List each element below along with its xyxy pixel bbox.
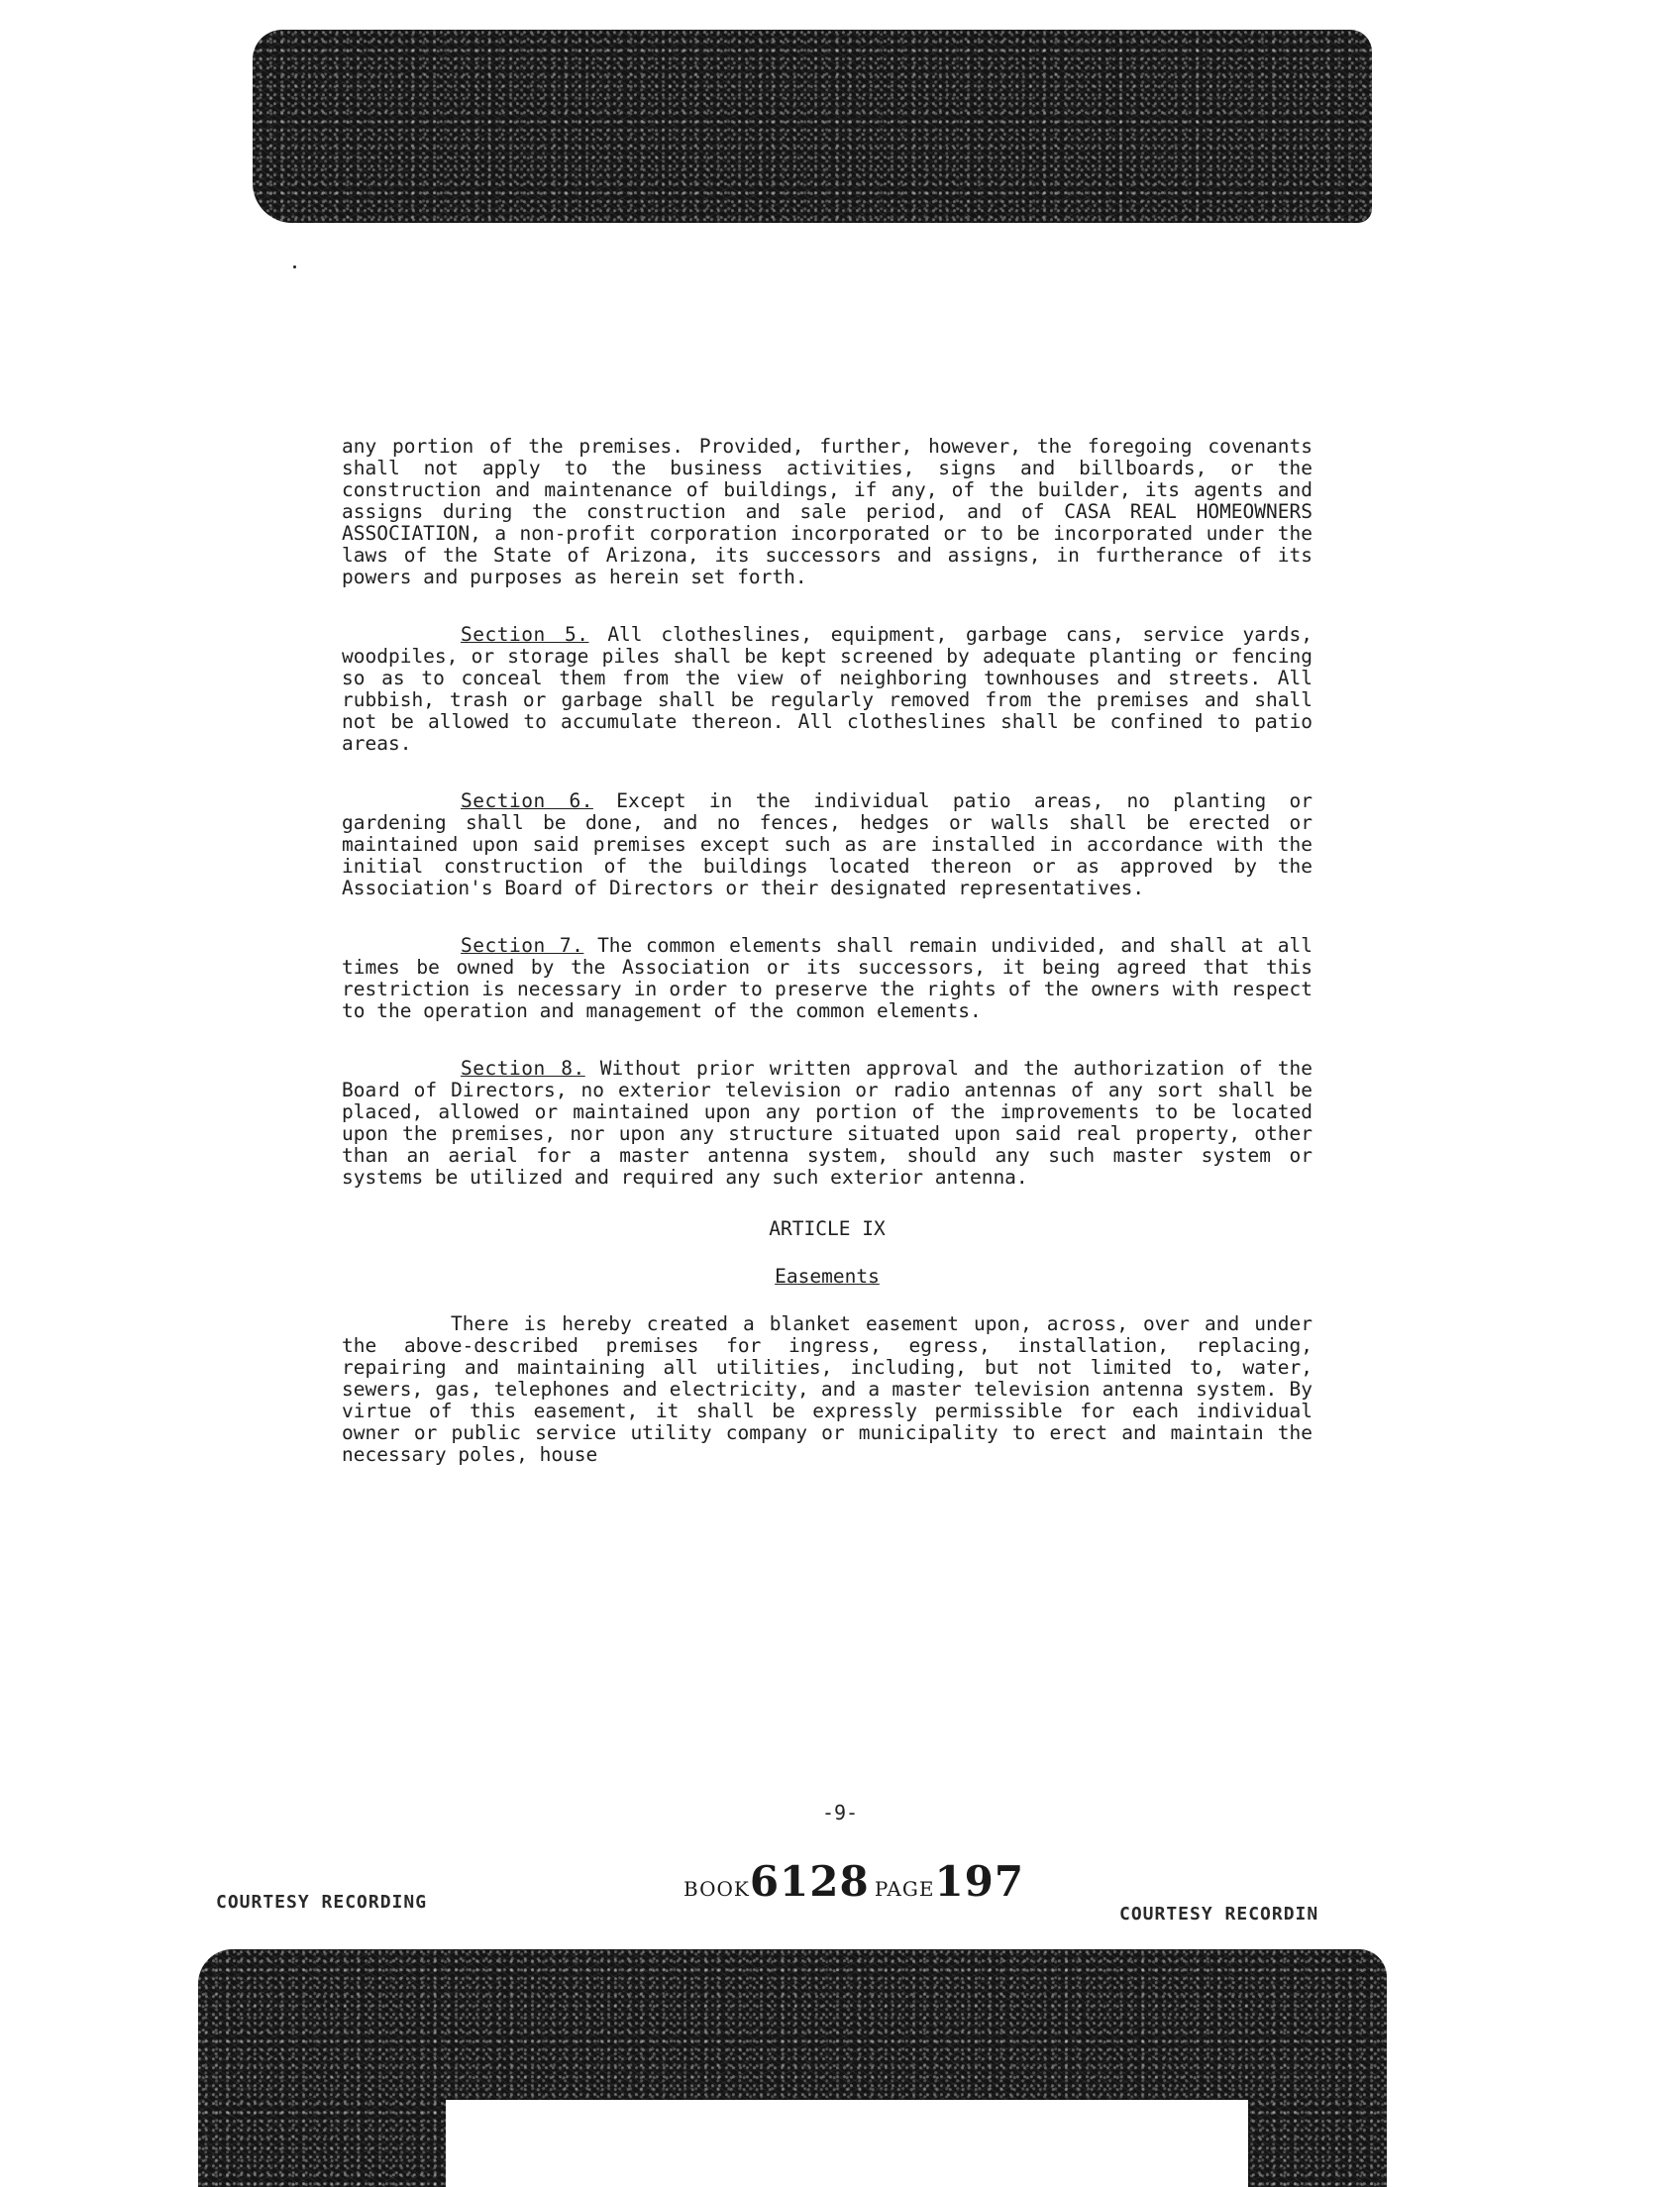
- section-8-text: Without prior written approval and the authorization of the Board of Directors, no exterior television or radio antennas of any sort shall be placed, allowed or maintained upon any portion of the improvements to be located upon the premises, nor upon any structure situated upon said real property, other than an aerial for a master antenna system, should any such master system or systems be utilized and required any such exterior antenna.: [342, 1057, 1312, 1189]
- section-7: [342, 935, 1312, 1022]
- article-heading: ARTICLE IX: [769, 1217, 886, 1240]
- book-number: 6128: [749, 1857, 870, 1906]
- paragraph-continuation: any portion of the premises. Provided, further, however, the foregoing covenants shall not apply to the business activities, signs and billboards, or the construction and maintenance of buildings, if any, of the builder, its agents and assigns during the construction and sale period, and of CASA REAL HOMEOWNERS ASSOCIATION, a non-profit corporation incorporated or to be incorporated under the laws of the State of Arizona, its successors and assigns, in furtherance of its powers and purposes as herein set forth.: [342, 435, 1312, 588]
- scan-bottom-light-area: [446, 2100, 1248, 2187]
- article-title: [342, 1266, 1312, 1288]
- section-7-text: The common elements shall remain undivided, and shall at all times be owned by the Association or its successors, it being agreed that this restriction is necessary in order to preserve the rights of the owners with respect to the operation and management of the common elements.: [342, 934, 1313, 1022]
- section-6: [342, 790, 1312, 899]
- section-8-heading: Section 8.: [461, 1057, 585, 1080]
- courtesy-recording-stamp-right: COURTESY RECORDIN: [1119, 1904, 1319, 1925]
- scan-speck: [293, 265, 296, 268]
- section-8: [342, 1058, 1312, 1189]
- section-6-heading: Section 6.: [461, 789, 593, 812]
- easement-text: There is hereby created a blanket easement upon, across, over and under the above-described premises for ingress, egress, installation, replacing, repairing and maintaining all utilities, including, but not limited to, water, sewers, gas, telephones and electricity, and a master television antenna system. By virtue of this easement, it shall be expressly permissible for each individual owner or public service utility company or municipality to erect and maintain the necessary poles, house: [342, 1312, 1312, 1466]
- page-reference: 197: [934, 1857, 1025, 1906]
- section-7-heading: Section 7.: [461, 934, 584, 957]
- section-5: [342, 624, 1312, 755]
- page-number: -9-: [821, 1801, 859, 1824]
- book-label: BOOK: [683, 1877, 750, 1901]
- courtesy-recording-stamp-left: COURTESY RECORDING: [216, 1892, 428, 1913]
- section-5-heading: Section 5.: [461, 623, 589, 646]
- page-label: PAGE: [874, 1877, 935, 1901]
- easement-paragraph: [342, 1313, 1312, 1466]
- section-5-text: All clotheslines, equipment, garbage cans, service yards, woodpiles, or storage piles shall be kept screened by adequate planting or fencing so as to conceal them from the view of neighboring townhouses and streets. All rubbish, trash or garbage shall be regularly removed from the premises and shall not be allowed to accumulate thereon. All clotheslines shall be confined to patio areas.: [342, 623, 1312, 755]
- article-title-text: Easements: [775, 1265, 880, 1288]
- document-body: [342, 436, 1312, 1502]
- scan-noise-top: [253, 30, 1372, 223]
- section-6-text: Except in the individual patio areas, no planting or gardening shall be done, and no fences, hedges or walls shall be erected or maintained upon said premises except such as are installed in accordance with the initial construction of the buildings located thereon or as approved by the Association's Board of Directors or their designated representatives.: [342, 789, 1312, 899]
- book-page-stamp: [683, 1857, 1024, 1906]
